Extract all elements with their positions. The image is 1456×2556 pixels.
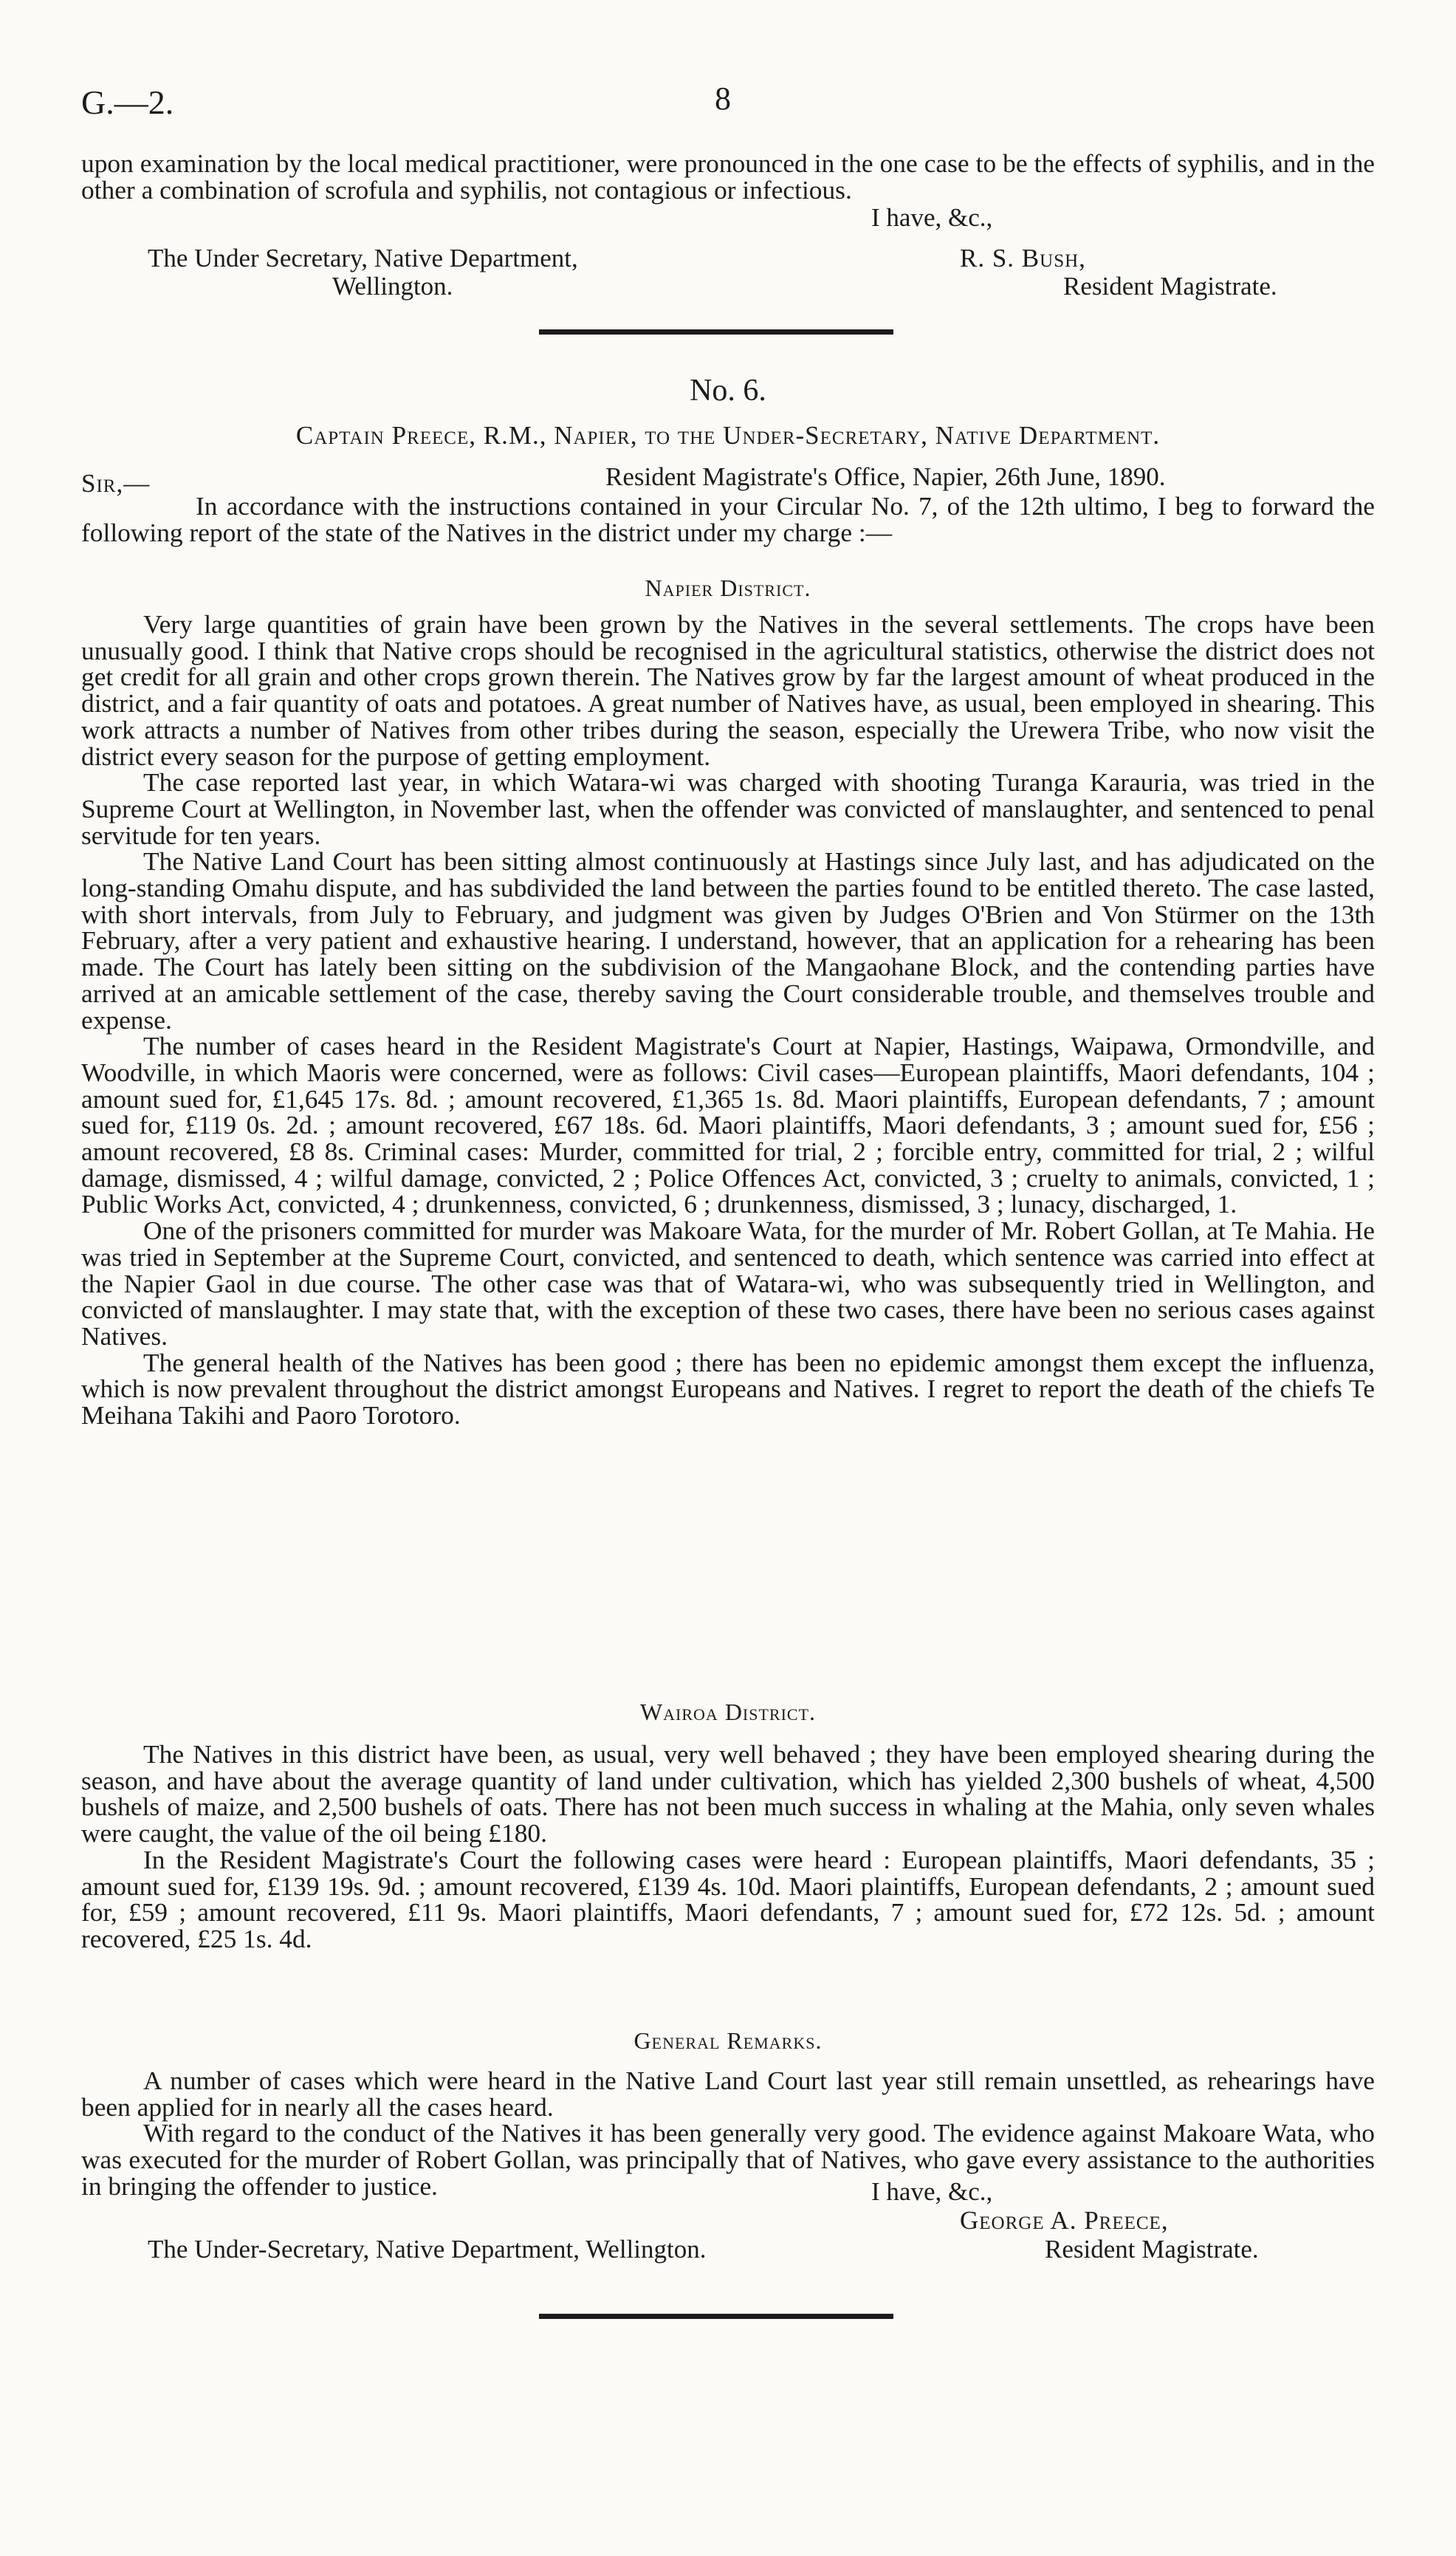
section-divider (539, 329, 893, 335)
wairoa-paragraph: In the Resident Magistrate's Court the following cases were heard : European plaintiffs, Maori defendants, 35 ; amount sued for, £139 19s. 9d. ; amount recovered, £139 4s. 10d. Maori plaintiffs, European defendants, 2 ; amount sued for, £59 ; amount recovered, £11 9s. Maori plaintiffs, Maori defendants, 7 ; amount sued for, £72 12s. 5d. ; amount recovered, £25 1s. 4d. (81, 1844, 1375, 1953)
general-paragraph: A number of cases which were heard in the Native Land Court last year still remain unsettled, as rehearings have been applied for in nearly all the cases heard. (81, 2066, 1375, 2122)
napier-district-heading: Napier District. (645, 575, 811, 601)
salutation: Sir,— (81, 469, 151, 498)
napier-paragraph: The Native Land Court has been sitting almost continuously at Hastings since July last, and has adjudicated on the long-standing Omahu dispute, and has subdivided the land between the parties found to be entitled thereto. The case lasted, with short intervals, from July to February, and judgment was given by Judges O'Brien and Von Stürmer on the 13th February, after a very patient and exhaustive hearing. I understand, however, that an application for a rehearing has been made. The Court has lately been sitting on the subdivision of the Mangaohane Block, and the contending parties have arrived at an amicable settlement of the case, thereby saving the Court considerable trouble, and themselves trouble and expense. (81, 846, 1375, 1035)
napier-district-body (81, 611, 1375, 1429)
letter-intro (81, 493, 1375, 546)
dateline: Resident Magistrate's Office, Napier, 26th June, 1890. (605, 462, 1166, 491)
page-number: 8 (715, 80, 731, 117)
general-remarks-heading: General Remarks. (633, 2027, 823, 2054)
signatory-name: George A. Preece, (960, 2206, 1169, 2235)
napier-paragraph: The case reported last year, in which Watara-wi was charged with shooting Turanga Karauria, was tried in the Supreme Court at Wellington, in November last, when the offender was convicted of manslaughter, and sentenced to penal servitude for ten years. (81, 767, 1375, 850)
general-remarks-body (81, 2068, 1375, 2200)
signatory-title: Resident Magistrate. (1045, 2235, 1259, 2264)
section-divider (539, 2314, 893, 2319)
signatory-title: Resident Magistrate. (1063, 272, 1277, 301)
napier-paragraph: Very large quantities of grain have been grown by the Natives in the several settlements. The crops have been unusually good. I think that Native crops should be recognised in the agricultural statistics, otherwise the district does not get credit for all grain and other crops grown therein. The Natives grow by far the largest amount of wheat produced in the district, and a fair quantity of oats and potatoes. A great number of Natives have, as usual, been employed in shearing. This work attracts a number of Natives from other tribes during the season, especially the Urewera Tribe, who now visit the district every season for the purpose of getting employment. (81, 609, 1375, 771)
closing-phrase: I have, &c., (871, 203, 993, 232)
previous-letter-ending (81, 148, 1375, 205)
letter-from-to: Captain Preece, R.M., Napier, to the Under-Secretary, Native Department. (295, 421, 1161, 450)
letter-number: No. 6. (690, 374, 766, 408)
addressee: The Under-Secretary, Native Department, Wellington. (148, 2235, 707, 2264)
addressee-line-2: Wellington. (332, 272, 453, 301)
signatory-name: R. S. Bush, (960, 244, 1086, 273)
addressee-line-1: The Under Secretary, Native Department, (148, 244, 578, 273)
closing-phrase: I have, &c., (871, 2177, 993, 2206)
intro-paragraph: In accordance with the instructions contained in your Circular No. 7, of the 12th ultimo, I beg to forward the following report of the state of the Natives in the district under my charge :— (81, 491, 1375, 547)
continuation-paragraph: upon examination by the local medical practitioner, were pronounced in the one case to be the effects of syphilis, and in the other a combination of scrofula and syphilis, not contagious or infectious. (81, 148, 1375, 205)
napier-paragraph: The general health of the Natives has been good ; there has been no epidemic amongst them except the influenza, which is now prevalent throughout the district amongst Europeans and Natives. I regret to report the death of the chiefs Te Meihana Takihi and Paoro Torotoro. (81, 1347, 1375, 1431)
wairoa-paragraph: The Natives in this district have been, as usual, very well behaved ; they have been employed shearing during the season, and have about the average quantity of land under cultivation, which has yielded 2,300 bushels of wheat, 4,500 bushels of maize, and 2,500 bushels of oats. There has not been much success in whaling at the Mahia, only seven whales were caught, the value of the oil being £180. (81, 1739, 1375, 1849)
napier-paragraph: The number of cases heard in the Resident Magistrate's Court at Napier, Hastings, Waipawa, Ormondville, and Woodville, in which Maoris were concerned, were as follows: Civil cases—European plaintiffs, Maori defendants, 104 ; amount sued for, £1,645 17s. 8d. ; amount recovered, £1,365 1s. 8d. Maori plaintiffs, European defendants, 7 ; amount sued for, £119 0s. 2d. ; amount recovered, £67 18s. 6d. Maori plaintiffs, Maori defendants, 3 ; amount sued for, £56 ; amount recovered, £8 8s. Criminal cases: Murder, committed for trial, 2 ; forcible entry, committed for trial, 2 ; wilful damage, dismissed, 4 ; wilful damage, convicted, 2 ; Police Offences Act, convicted, 3 ; cruelty to animals, convicted, 1 ; Public Works Act, convicted, 4 ; drunkenness, convicted, 6 ; drunkenness, dismissed, 3 ; lunacy, discharged, 1. (81, 1031, 1375, 1219)
napier-paragraph: One of the prisoners committed for murder was Makoare Wata, for the murder of Mr. Robert Gollan, at Te Mahia. He was tried in September at the Supreme Court, convicted, and sentenced to death, which sentence was carried into effect at the Napier Gaol in due course. The other case was that of Watara-wi, who was subsequently tried in Wellington, and convicted of manslaughter. I may state that, with the exception of these two cases, there have been no serious cases against Natives. (81, 1216, 1375, 1351)
wairoa-district-body (81, 1741, 1375, 1953)
general-paragraph: With regard to the conduct of the Natives it has been generally very good. The evidence against Makoare Wata, who was executed for the murder of Robert Gollan, was principally that of Natives, who gave every assistance to the authorities in bringing the offender to justice. (81, 2118, 1375, 2201)
wairoa-district-heading: Wairoa District. (639, 1699, 817, 1725)
document-reference: G.—2. (81, 83, 174, 121)
